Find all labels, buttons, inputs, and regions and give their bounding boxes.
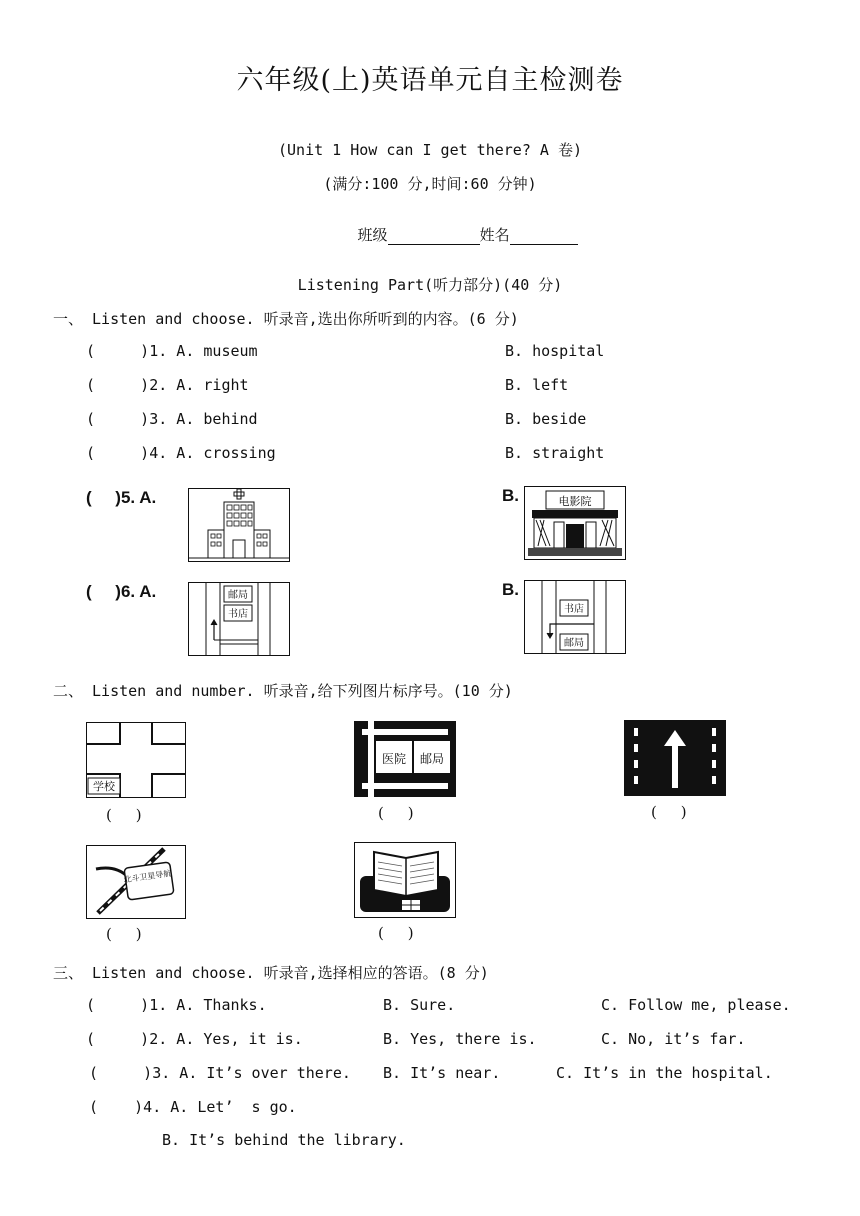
cinema-sign-text: 电影院 bbox=[558, 495, 592, 508]
s3-item3-c: C. It’s in the hospital. bbox=[556, 1064, 773, 1082]
s3-item4-a: ( )4. A. Let’ s go. bbox=[89, 1098, 297, 1116]
s3-item1-a: ( )1. A. Thanks. bbox=[86, 996, 267, 1014]
s1-item3-b: B. beside bbox=[505, 410, 587, 428]
s1-item2-b: B. left bbox=[505, 376, 569, 394]
s1-item4-b: B. straight bbox=[505, 444, 605, 462]
listening-heading: Listening Part(听力部分)(40 分) bbox=[297, 276, 563, 294]
name-label: 姓名 bbox=[479, 226, 510, 244]
s1-item5-b-label: B. bbox=[502, 486, 519, 505]
s2-answer2[interactable]: ( ) bbox=[378, 804, 414, 822]
s3-item3-b: B. It’s near. bbox=[383, 1064, 501, 1082]
s2-answer1[interactable]: ( ) bbox=[106, 806, 142, 824]
satellite-navigation-image bbox=[86, 845, 186, 919]
s3-item2-a: ( )2. A. Yes, it is. bbox=[86, 1030, 303, 1048]
s1-item6-b-label: B. bbox=[502, 580, 519, 599]
s1-item1-a: ( )1. A. museum bbox=[86, 342, 258, 360]
s1-item3-a: ( )3. A. behind bbox=[86, 410, 258, 428]
s1-item6-label: ( )6. A. bbox=[86, 582, 157, 601]
map-a-image bbox=[188, 582, 290, 656]
s1-item4-a: ( )4. A. crossing bbox=[86, 444, 276, 462]
score-time-info: (满分:100 分,时间:60 分钟) bbox=[323, 175, 537, 193]
section2-heading: 二、 Listen and number. 听录音,给下列图片标序号。(10 分) bbox=[53, 682, 513, 700]
s2-answer4[interactable]: ( ) bbox=[106, 925, 142, 943]
map-b-image bbox=[524, 580, 626, 654]
post-office-text-s2: 邮局 bbox=[419, 752, 445, 766]
hospital-post-office-image bbox=[354, 721, 456, 797]
post-office-text-b: 邮局 bbox=[564, 638, 584, 649]
s3-item3-a: ( )3. A. It’s over there. bbox=[89, 1064, 351, 1082]
s3-item4-b: B. It’s behind the library. bbox=[162, 1131, 406, 1149]
school-text: 学校 bbox=[93, 780, 115, 793]
bookstore-text: 书店 bbox=[228, 609, 248, 620]
cinema-building-image bbox=[524, 486, 626, 560]
section1-heading: 一、 Listen and choose. 听录音,选出你所听到的内容。(6 分) bbox=[53, 310, 519, 328]
class-blank[interactable] bbox=[388, 228, 480, 245]
s2-answer3[interactable]: ( ) bbox=[651, 803, 687, 821]
class-label: 班级 bbox=[357, 226, 388, 244]
section3-heading: 三、 Listen and choose. 听录音,选择相应的答语。(8 分) bbox=[53, 964, 489, 982]
page-subtitle: (Unit 1 How can I get there? A 卷) bbox=[278, 141, 582, 159]
post-office-text: 邮局 bbox=[228, 590, 248, 601]
bookstore-text-b: 书店 bbox=[564, 604, 584, 615]
crossroads-school-image bbox=[86, 722, 186, 798]
student-info bbox=[348, 206, 578, 245]
s1-item5-label: ( )5. A. bbox=[86, 488, 157, 507]
straight-arrow-sign-image bbox=[624, 720, 726, 796]
s1-item1-b: B. hospital bbox=[505, 342, 605, 360]
s3-item2-c: C. No, it’s far. bbox=[601, 1030, 746, 1048]
page-title: 六年级(上)英语单元自主检测卷 bbox=[236, 65, 624, 96]
hospital-building-image bbox=[188, 488, 290, 562]
compass-text: 北斗卫星导航 bbox=[122, 868, 172, 885]
bookstore-image bbox=[354, 842, 456, 918]
s2-answer5[interactable]: ( ) bbox=[378, 924, 414, 942]
s1-item2-a: ( )2. A. right bbox=[86, 376, 249, 394]
s3-item2-b: B. Yes, there is. bbox=[383, 1030, 537, 1048]
s3-item1-c: C. Follow me, please. bbox=[601, 996, 791, 1014]
s3-item1-b: B. Sure. bbox=[383, 996, 456, 1014]
name-blank[interactable] bbox=[510, 228, 578, 245]
hospital-text: 医院 bbox=[381, 752, 407, 766]
